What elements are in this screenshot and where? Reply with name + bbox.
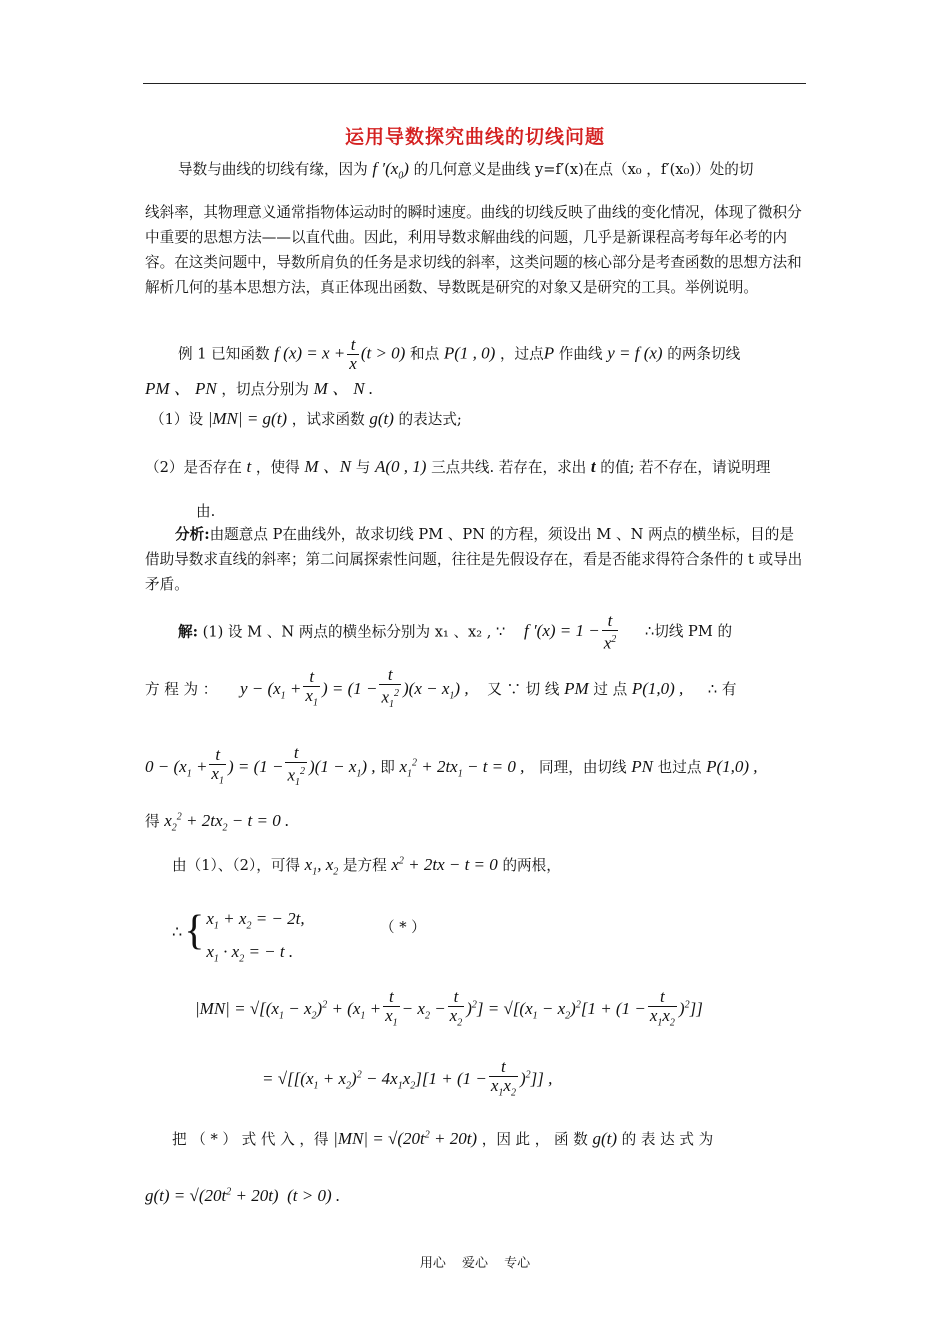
header-rule <box>143 83 806 84</box>
p-symbol: P <box>543 343 555 363</box>
gt: g(t) <box>369 409 394 428</box>
solution-p4: 得 <box>145 813 160 830</box>
quad-x2: $x_2^2 + 2tx_2 - t = 0$ . <box>164 811 290 834</box>
solution-line-3 <box>145 744 758 792</box>
frac-e: $\frac{t}{x_1x_2}$ <box>648 988 677 1032</box>
q1-text: ，试求函数 <box>291 411 365 428</box>
eq-0b: ) = (1 − <box>227 757 284 777</box>
mn-c: )$^2] = √[(x_1 - x_2)^2[1 + (1$ − <box>466 999 646 1022</box>
mn-f: )$^2$]] , <box>519 1069 553 1089</box>
solution-line-1 <box>178 612 732 653</box>
mn-a: $|MN| = √[(x_1 - x_2)^2 + (x_1$ + <box>195 999 382 1022</box>
pm-label: PM <box>564 679 589 699</box>
mn-eq: |MN| = g(t) <box>207 409 288 428</box>
two-tangents: 的两条切线 <box>667 345 741 363</box>
gt-result: $g(t) = √(20t^2 + 20t) (t > 0)$ . <box>145 1186 341 1205</box>
pn-label: PN <box>631 757 653 777</box>
solution-p9: 把 （ * ） 式 代 入 ，得 <box>172 1131 329 1148</box>
solution-p9b: ，因 此 ， 函 数 <box>481 1131 588 1148</box>
q2-label: （2）是否存在 <box>145 459 242 476</box>
example-line-2 <box>145 374 373 399</box>
solution-line-5 <box>172 854 561 877</box>
q2-c: 三点共线. 若存在，求出 <box>431 459 587 476</box>
q1-end: 的表达式; <box>398 411 462 428</box>
t-var: t <box>246 457 252 476</box>
eq-0: $0 - (x_1$ + <box>145 757 208 780</box>
draw-curve: 作曲线 <box>558 345 603 363</box>
analysis-text: 由题意点 P在曲线外，故求切线 PM 、PN 的方程，须设出 M 、N 两点的横坐标，目的是借助导数求直线的斜率；第二问属探索性问题，往往是先假设存在，看是否能求得符合条件的 t 或导出矛盾。 <box>145 526 803 593</box>
solution-p2d: ∴ 有 <box>707 681 737 699</box>
vieta-lines <box>206 906 304 973</box>
touch-points: ，切点分别为 <box>221 381 309 398</box>
tangent-eq: $y - (x_1$ + <box>239 679 302 702</box>
mn-e: = $√[[(x_1 + x_2)^2 - 4x_1x_2][1 + (1$ − <box>262 1069 487 1092</box>
mn-result: $|MN| = √(20t^2 + 20t)$ <box>333 1129 478 1148</box>
solution-p1b: ∴切线 PM 的 <box>644 623 733 641</box>
quad-eq: $x^2 + 2tx - t = 0$ <box>391 855 498 874</box>
vieta-system <box>172 906 305 973</box>
t-positive: (t > 0) <box>360 343 406 363</box>
x1x2: $x_1$, $x_2$ <box>304 855 339 878</box>
example-line <box>178 336 740 373</box>
tangent-eq-c: )$(x - x_1)$ , <box>403 679 469 702</box>
solution-p5b: 是方程 <box>342 857 387 874</box>
curve-eq: y = f (x) <box>607 343 663 363</box>
page-title: 运用导数探究曲线的切线问题 <box>344 126 605 148</box>
fprime-x0: f $'(x_0)$ <box>372 159 409 182</box>
tangents: PM 、 PN <box>145 379 217 398</box>
solution-p3c: 也过点 <box>657 759 702 777</box>
gt-2: g(t) <box>592 1129 618 1148</box>
and-point: 和点 <box>410 345 440 363</box>
solution-p5: 由（1）、（2），可得 <box>172 857 301 874</box>
solution-line-9 <box>172 1128 713 1149</box>
frac-b: $\frac{t}{x_1^2}$ <box>285 744 307 792</box>
p10b: P(1,0) , <box>706 757 758 777</box>
derivative: f ′(x) = 1 − <box>523 621 600 641</box>
q2-end: 由. <box>196 503 216 520</box>
frac-t-x1sq: $\frac{t}{x_1^2}$ <box>379 666 401 714</box>
frac-t-x1: $\frac{t}{x_1}$ <box>303 668 320 712</box>
question-1 <box>150 408 462 429</box>
tangent-eq-b: ) = (1 − <box>321 679 378 699</box>
solution-label: 解: <box>178 623 198 641</box>
mn-formula-1 <box>195 988 703 1032</box>
intro-mid: 的几何意义是曲线 y=f′(x)在点（x₀ ，f′(x₀)）处的切 <box>413 161 754 178</box>
t-over-x2: $\frac{t}{x^2}$ <box>603 611 617 653</box>
eq-0c: )$(1 - x_1)$ , <box>309 757 376 780</box>
frac-a: $\frac{t}{x_1}$ <box>209 746 226 790</box>
intro-pre: 导数与曲线的切线有缘，因为 <box>178 161 368 178</box>
q2-d: 的值; 若不存在，请说明理 <box>600 459 771 476</box>
solution-line-4 <box>145 810 289 833</box>
therefore-symbol: ∴ <box>172 924 183 941</box>
mn-points: M 、 N . <box>313 379 374 398</box>
mn-b: − $x_2$ − <box>401 999 446 1022</box>
intro-line-1 <box>178 158 753 181</box>
q2-a: ，使得 <box>255 459 300 476</box>
mn-formula-2 <box>262 1058 552 1102</box>
solution-p2: 方 程 为 ： <box>145 681 218 699</box>
t-bold: t <box>590 457 596 476</box>
solution-p5c: 的两根， <box>502 857 561 874</box>
vieta-sum: $x_1 + x_2$ = − 2t, <box>206 909 305 932</box>
point-a: A(0 , 1) <box>374 457 427 476</box>
mn-d: )$^2$]] <box>678 999 703 1019</box>
question-2 <box>145 452 770 477</box>
m-n: M 、N <box>304 457 352 476</box>
analysis-label: 分析: <box>175 526 210 543</box>
function-def: f (x) = x + <box>274 343 346 363</box>
solution-p9c: 的 表 达 式 为 <box>621 1131 714 1148</box>
solution-p2b: 又 ∵ 切 线 <box>487 681 560 699</box>
frac-d: $\frac{t}{x_2}$ <box>448 988 465 1032</box>
footer: 用心 爱心 专心 <box>419 1256 531 1271</box>
brace: { <box>184 908 205 954</box>
intro-paragraph: 线斜率，其物理意义通常指物体运动时的瞬时速度。曲线的切线反映了曲线的变化情况，体现了微积分中重要的思想方法——以直代曲。因此，利用导数求解曲线的问题，几乎是新课程高考每年必考的内容。在这类问题中，导数所肩负的任务是求切线的斜率，这类问题的核心部分是考查函数的思想方法和解析几何的基本思想方法，真正体现出函数、导数既是研究的对象又是研究的工具。举例说明。 <box>145 204 802 296</box>
solution-p3b: 同理，由切线 <box>539 759 627 777</box>
solution-p1: (1) 设 M 、N 两点的横坐标分别为 x₁ 、x₂ , ∵ <box>202 623 506 641</box>
t-over-x: $\frac{t}{x}$ <box>349 335 357 373</box>
quad-x1: $x_1^2 + 2tx_1 - t = 0$ , <box>399 757 525 780</box>
q1-label: （1）设 <box>150 411 204 428</box>
p10: P(1,0) , <box>631 679 684 699</box>
solution-line-2 <box>145 666 736 714</box>
analysis <box>145 522 807 597</box>
solution-p2c: 过 点 <box>593 681 628 699</box>
solution-p3a: 即 <box>380 759 395 777</box>
example-label: 例 1 已知函数 <box>178 345 270 363</box>
vieta-product: $x_1 \cdot x_2$ = − t . <box>206 942 294 965</box>
through: ，过点 <box>499 345 544 363</box>
star-mark: （ * ） <box>380 919 426 936</box>
point-p: P(1 , 0) <box>443 343 496 363</box>
frac-c: $\frac{t}{x_1}$ <box>383 988 400 1032</box>
q2-b: 与 <box>355 459 371 476</box>
final-answer <box>145 1186 340 1206</box>
frac-f: $\frac{t}{x_1x_2}$ <box>489 1058 518 1102</box>
